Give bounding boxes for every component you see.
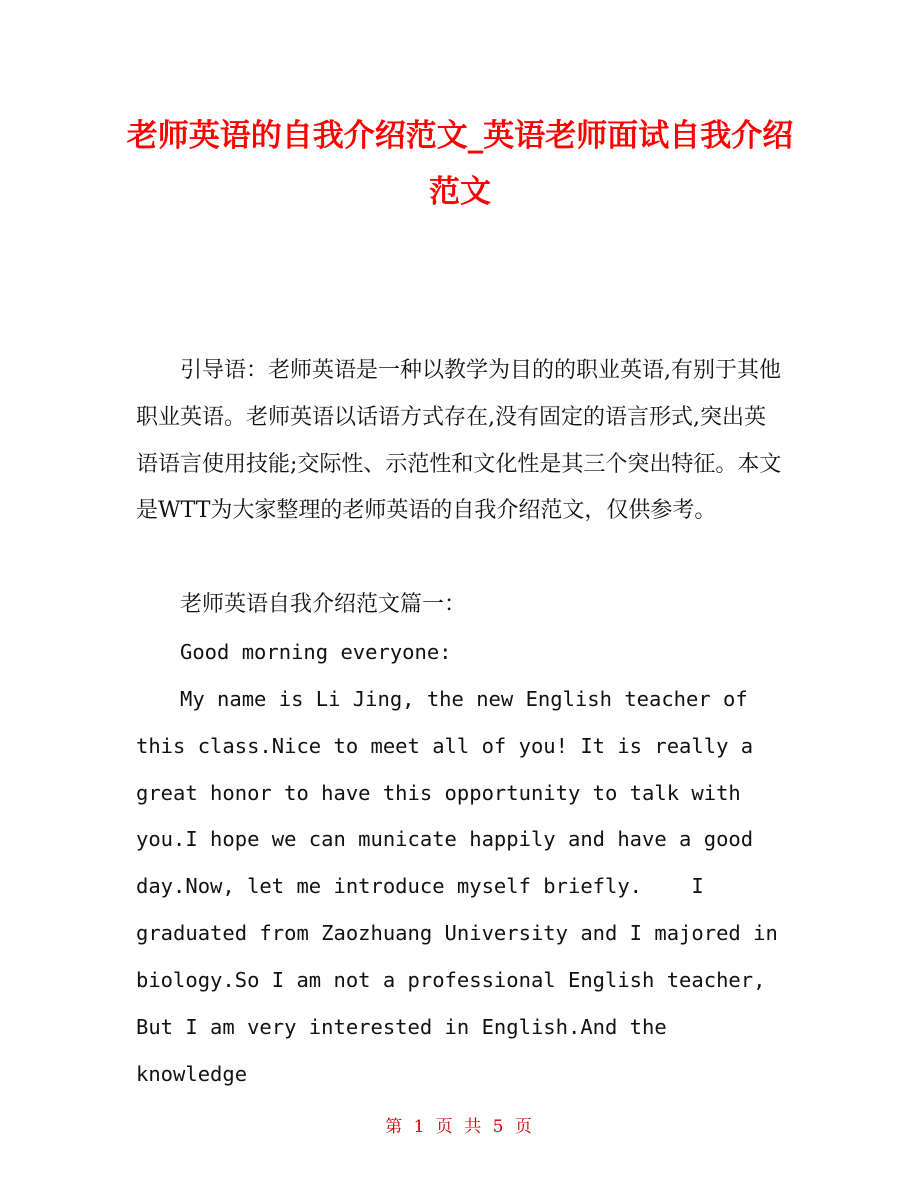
body-line: day.Now, let me introduce myself briefly. I [136, 874, 704, 898]
body-line: this class.Nice to meet all of you! It is really a [136, 734, 754, 758]
body-line: graduated from Zaozhuang University and I majored in [136, 921, 778, 945]
greeting-line: Good morning everyone: [180, 640, 452, 664]
body-line: My name is Li Jing, the new English teacher of [180, 687, 748, 711]
section-heading: 老师英语自我介绍范文篇一： [180, 592, 467, 617]
intro-paragraph: 引导语：老师英语是一种以教学为目的的职业英语,有别于其他职业英语。老师英语以话语方式存在,没有固定的语言形式,突出英语语言使用技能;交际性、示范性和文化性是其三个突出特征。本文是WTT为大家整理的老师英语的自我介绍范文，仅供参考。 [136, 358, 782, 524]
page-footer: 第 1 页 共 5 页 [385, 1117, 535, 1137]
body-line: great honor to have this opportunity to talk with [136, 781, 741, 805]
document-title: 老师英语的自我介绍范文_英语老师面试自我介绍范文 [126, 118, 794, 210]
body-line: biology.So I am not a professional English teacher, [136, 968, 766, 992]
body-line: you.I hope we can municate happily and have a good [136, 827, 754, 851]
body-line: But I am very interested in English.And the knowledge [136, 1015, 680, 1086]
